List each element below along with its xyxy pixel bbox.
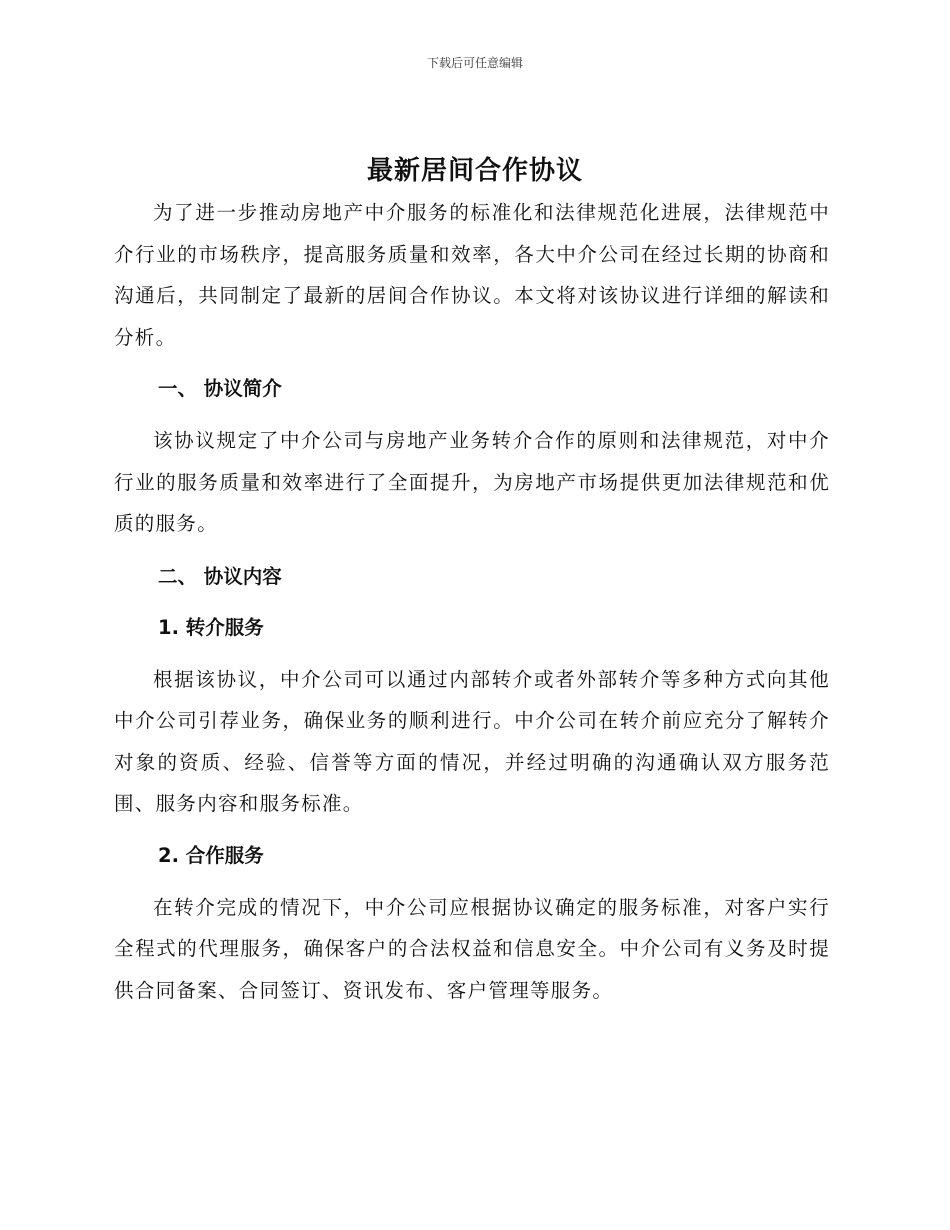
subsection-heading-cooperation: 2. 合作服务 (158, 843, 264, 867)
overview-paragraph: 该协议规定了中介公司与房地产业务转介合作的原则和法律规范，对中介行业的服务质量和效率进行了全面提升，为房地产市场提供更加法律规范和优质的服务。 (114, 429, 830, 535)
intro-paragraph: 为了进一步推动房地产中介服务的标准化和法律规范化进展，法律规范中介行业的市场秩序，提高服务质量和效率，各大中介公司在经过长期的协商和沟通后，共同制定了最新的居间合作协议。本文将对该协议进行详细的解读和分析。 (114, 201, 830, 349)
section-heading-content: 二、 协议内容 (158, 564, 282, 588)
document-body (114, 192, 830, 1011)
cooperation-paragraph: 在转介完成的情况下，中介公司应根据协议确定的服务标准，对客户实行全程式的代理服务，确保客户的合法权益和信息安全。中介公司有义务及时提供合同备案、合同签订、资讯发布、客户管理等服务。 (114, 895, 830, 1002)
header-note: 下载后可任意编辑 (426, 56, 523, 70)
subsection-heading-referral: 1. 转介服务 (158, 615, 264, 639)
referral-paragraph: 根据该协议，中介公司可以通过内部转介或者外部转介等多种方式向其他中介公司引荐业务，确保业务的顺利进行。中介公司在转介前应充分了解转介对象的资质、经验、信誉等方面的情况，并经过明确的沟通确认双方服务范围、服务内容和服务标准。 (114, 667, 830, 815)
document-title: 最新居间合作协议 (366, 156, 583, 186)
section-heading-overview: 一、 协议简介 (158, 377, 282, 400)
